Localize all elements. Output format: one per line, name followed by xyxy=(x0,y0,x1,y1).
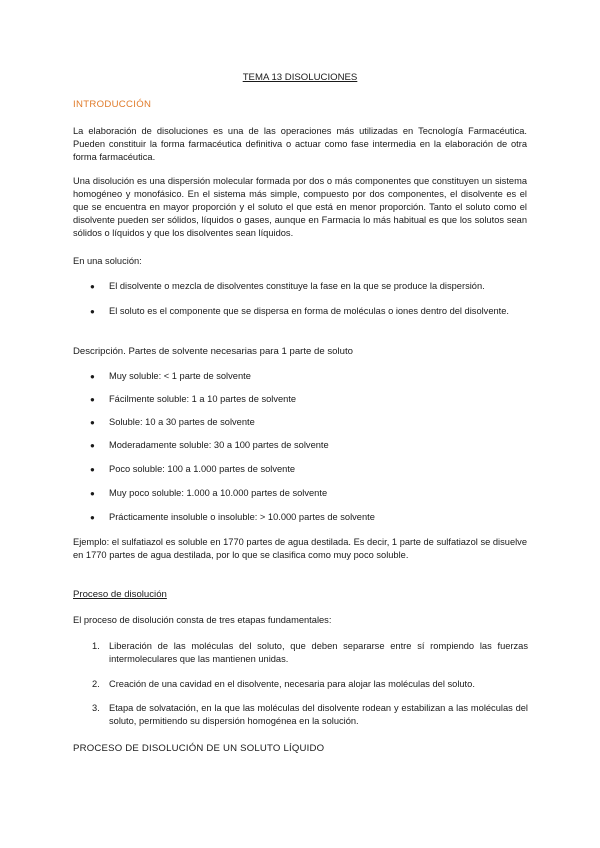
ejemplo-paragraph: Ejemplo: el sulfatiazol es soluble en 1770 partes de agua destilada. Es decir, 1 parte de sulfatiazol se disuelve en 1770 partes de agua destilada, por lo que se clasifica como muy poco soluble. xyxy=(73,537,527,560)
list-item-text: Poco soluble: 100 a 1.000 partes de solvente xyxy=(109,464,296,474)
bullet-icon: ● xyxy=(90,489,95,498)
bullet-icon: ● xyxy=(90,465,95,474)
bullet-icon: ● xyxy=(90,418,95,427)
bullet-icon: ● xyxy=(90,282,95,291)
en-solucion-label: En una solución: xyxy=(73,256,142,266)
step-text: Creación de una cavidad en el disolvente, necesaria para alojar las moléculas del soluto. xyxy=(109,679,475,689)
proceso-intro: El proceso de disolución consta de tres etapas fundamentales: xyxy=(73,615,332,625)
intro-paragraph: La elaboración de disoluciones es una de las operaciones más utilizadas en Tecnología Farmacéutica. Pueden constituir la forma farmacéutica definitiva o actuar como fase intermedia en la elaboración de otra forma farmacéutica. xyxy=(73,126,527,162)
step-text: Etapa de solvatación, en la que las moléculas del disolvente rodean y estabilizan a las moléculas del soluto, permitiendo su dispersión homogénea en la solución. xyxy=(109,703,528,726)
list-item-text: Soluble: 10 a 30 partes de solvente xyxy=(109,417,255,427)
list-item-text: Muy soluble: < 1 parte de solvente xyxy=(109,371,251,381)
step-number: 1. xyxy=(92,641,100,651)
bullet-icon: ● xyxy=(90,395,95,404)
definition-paragraph: Una disolución es una dispersión molecular formada por dos o más componentes que constituyen un sistema homogéneo y monofásico. En el sistema más simple, compuesto por dos componentes, el disolvente es el que se encuentra en mayor proporción y el soluto el que está en menor proporción. Tanto el soluto como el disolvente pueden ser sólidos, líquidos o gases, aunque en Farmacia lo más habitual es que los solutos sean sólidos o líquidos y que los disolventes sean líquidos. xyxy=(73,176,527,238)
descripcion-label: Descripción. Partes de solvente necesarias para 1 parte de soluto xyxy=(73,346,353,357)
bullet-icon: ● xyxy=(90,372,95,381)
final-heading: PROCESO DE DISOLUCIÓN DE UN SOLUTO LÍQUIDO xyxy=(73,743,325,754)
list-item-text: Muy poco soluble: 1.000 a 10.000 partes de solvente xyxy=(109,488,328,498)
list-item-text: Fácilmente soluble: 1 a 10 partes de solvente xyxy=(109,394,297,404)
step-number: 3. xyxy=(92,703,100,713)
step-number: 2. xyxy=(92,679,100,689)
page-title: TEMA 13 DISOLUCIONES xyxy=(242,72,358,83)
bullet-icon: ● xyxy=(90,513,95,522)
bullet-icon: ● xyxy=(90,441,95,450)
list-item-text: Moderadamente soluble: 30 a 100 partes de solvente xyxy=(109,440,329,450)
list-item-text: Prácticamente insoluble o insoluble: > 10.000 partes de solvente xyxy=(109,512,375,522)
bullet-icon: ● xyxy=(90,307,95,316)
intro-heading: INTRODUCCIÓN xyxy=(73,99,152,110)
list-item-text: El disolvente o mezcla de disolventes constituye la fase en la que se produce la dispersión. xyxy=(109,281,485,291)
step-text: Liberación de las moléculas del soluto, que deben separarse entre sí rompiendo las fuerzas intermoleculares que las mantienen unidas. xyxy=(109,641,528,664)
list-item-text: El soluto es el componente que se dispersa en forma de moléculas o iones dentro del disolvente. xyxy=(109,306,510,316)
proceso-heading: Proceso de disolución xyxy=(73,589,167,600)
